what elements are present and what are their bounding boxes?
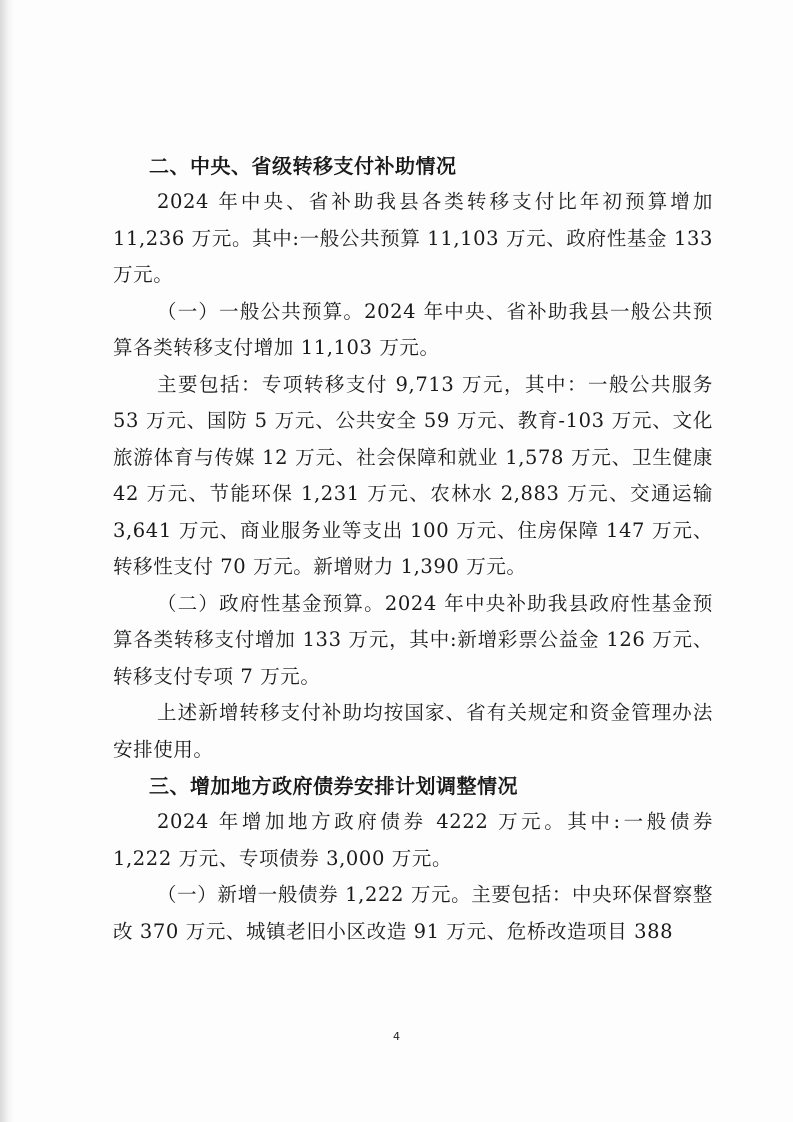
page-number: 4 xyxy=(393,1030,400,1043)
section-heading-local-bonds: 三、增加地方政府债券安排计划调整情况 xyxy=(149,774,518,798)
paragraph-usage-note: 上述新增转移支付补助均按国家、省有关规定和资金管理办法安排使用。 xyxy=(113,701,713,761)
paragraph-general-budget: （一）一般公共预算。2024 年中央、省补助我县一般公共预算各类转移支付增加 11,103 万元。 xyxy=(113,299,713,359)
section-heading-transfer-payments: 二、中央、省级转移支付补助情况 xyxy=(149,154,457,178)
paragraph-transfer-summary: 2024 年中央、省补助我县各类转移支付比年初预算增加 11,236 万元。其中:一般公共预算 11,103 万元、政府性基金 133 万元。 xyxy=(113,190,713,286)
scan-shadow-edge xyxy=(0,0,14,1122)
paragraph-main-items: 主要包括：专项转移支付 9,713 万元，其中：一般公共服务 53 万元、国防 5 万元、公共安全 59 万元、教育-103 万元、文化旅游体育与传媒 12 万元、社会保障和就业 1,578 万元、卫生健康 42 万元、节能环保 1,231 万元、农林水 2,883 万元、交通运输 3,641 万元、商业服务业等支出 100 万元、住房保障 147 万元、转移性支付 70 万元。新增财力 1,390 万元。 xyxy=(113,372,713,578)
paragraph-bond-summary: 2024 年增加地方政府债券 4222 万元。其中:一般债券 1,222 万元、专项债券 3,000 万元。 xyxy=(113,810,713,870)
paragraph-government-fund: （二）政府性基金预算。2024 年中央补助我县政府性基金预算各类转移支付增加 133 万元，其中:新增彩票公益金 126 万元、转移支付专项 7 万元。 xyxy=(113,591,713,688)
paragraph-general-bonds: （一）新增一般债券 1,222 万元。主要包括：中央环保督察整改 370 万元、城镇老旧小区改造 91 万元、危桥改造项目 388 xyxy=(113,883,713,943)
document-body xyxy=(113,148,713,950)
